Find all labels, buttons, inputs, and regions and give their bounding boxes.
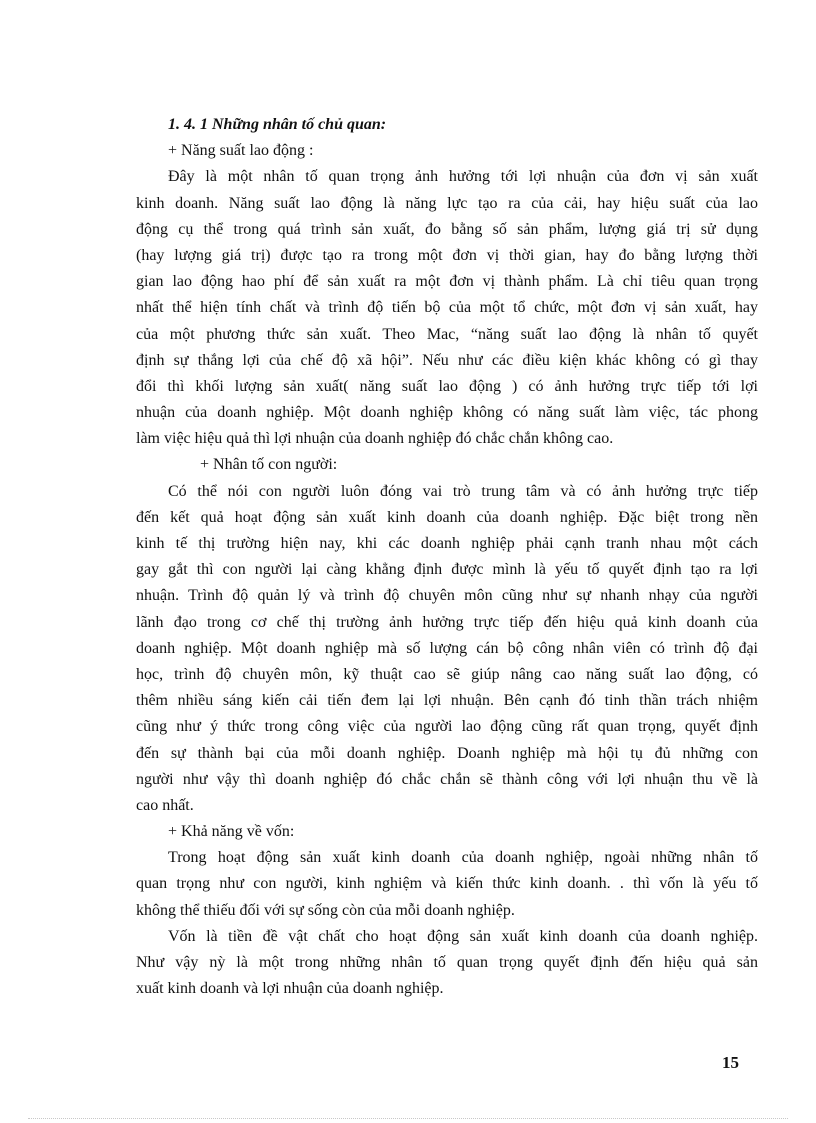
text-line: làm việc hiệu quả thì lợi nhuận của doanh nghiệp đó chắc chắn không cao.	[136, 430, 614, 448]
page-body	[136, 112, 758, 1002]
text-line: không thể thiếu đối với sự sống còn của mỗi doanh nghiệp.	[136, 901, 515, 919]
text-line: lãnh đạo trong cơ chế thị trường ảnh hưởng trực tiếp đến hiệu quả kinh doanh của	[136, 613, 758, 631]
text-line: định sự thắng lợi của chế độ xã hội”. Nếu như các điều kiện khác không có gì thay	[136, 351, 758, 369]
text-line: xuất kinh doanh và lợi nhuận của doanh nghiệp.	[136, 980, 444, 998]
text-line: kinh doanh. Năng suất lao động là năng lực tạo ra của cải, hay hiệu suất của lao	[136, 194, 758, 212]
section-heading: 1. 4. 1 Những nhân tố chủ quan:	[168, 116, 387, 133]
text-line: gay gắt thì con người lại càng khẳng định được mình là yếu tố quyết định tạo ra lợi	[136, 561, 758, 579]
text-line: Như vậy nỳ là một trong những nhân tố quan trọng quyết định đến hiệu quả sản	[136, 954, 758, 971]
text-line: kinh tế thị trường hiện nay, khi các doanh nghiệp phải cạnh tranh nhau một cách	[136, 535, 758, 552]
text-line: nhuận của doanh nghiệp. Một doanh nghiệp không có năng suất làm việc, tác phong	[136, 404, 758, 422]
text-line: người như vậy thì doanh nghiệp đó chắc chắn sẽ thành công với lợi nhuận thu về là	[136, 770, 758, 788]
text-line: động cụ thể trong quá trình sản xuất, đo bằng số sản phẩm, lượng giá trị sử dụng	[136, 220, 758, 238]
text-line: quan trọng như con người, kinh nghiệm và kiến thức kinh doanh. . thì vốn là yếu tố	[136, 875, 758, 893]
text-line: (hay lượng giá trị) được tạo ra trong một đơn vị thời gian, hay đo bằng lượng thời	[136, 246, 758, 264]
text-line: cao nhất.	[136, 796, 194, 814]
text-line: Có thể nói con người luôn đóng vai trò trung tâm và có ảnh hưởng trực tiếp	[168, 482, 758, 500]
text-line: nhất thể hiện tính chất và trình độ tiến bộ của một tổ chức, một đơn vị sản xuất, hay	[136, 299, 758, 317]
text-line: đến sự thành bại của mỗi doanh nghiệp. Doanh nghiệp mà hội tụ đủ những con	[136, 744, 758, 762]
text-line: Trong hoạt động sản xuất kinh doanh của doanh nghiệp, ngoài những nhân tố	[168, 849, 758, 867]
text-line: thêm nhiều sáng kiến cải tiến đem lại lợi nhuận. Bên cạnh đó tinh thần trách nhiệm	[136, 692, 758, 710]
text-line: học, trình độ chuyên môn, kỹ thuật cao sẽ giúp nâng cao năng suất lao động, có	[136, 665, 758, 683]
page-number: 15	[722, 1053, 739, 1072]
text-line: + Năng suất lao động :	[168, 142, 314, 160]
text-line: Đây là một nhân tố quan trọng ảnh hưởng tới lợi nhuận của đơn vị sản xuất	[168, 168, 758, 186]
text-line: đổi thì khối lượng sản xuất( năng suất lao động ) có ảnh hưởng trực tiếp tới lợi	[136, 377, 758, 395]
text-line: đến kết quả hoạt động sản xuất kinh doanh của doanh nghiệp. Đặc biệt trong nền	[136, 508, 758, 526]
text-line: gian lao động hao phí để sản xuất ra một đơn vị thành phẩm. Là chỉ tiêu quan trọng	[136, 273, 758, 291]
text-line: + Khả năng về vốn:	[168, 823, 295, 841]
paragraph-lines	[136, 138, 758, 1002]
text-line: + Nhân tố con người:	[200, 456, 338, 474]
text-line: của một phương thức sản xuất. Theo Mac, “năng suất lao động là nhân tố quyết	[136, 325, 758, 343]
text-line: doanh nghiệp. Một doanh nghiệp mà số lượng cán bộ công nhân viên có trình độ đại	[136, 639, 758, 657]
text-line: cũng như ý thức trong công việc của người lao động cũng rất quan trọng, quyết định	[136, 718, 758, 736]
text-line: Vốn là tiền đề vật chất cho hoạt động sản xuất kinh doanh của doanh nghiệp.	[168, 927, 758, 945]
page-bottom-border	[28, 1118, 788, 1119]
text-line: nhuận. Trình độ quản lý và trình độ chuyên môn cũng như sự nhanh nhạy của người	[136, 587, 758, 605]
